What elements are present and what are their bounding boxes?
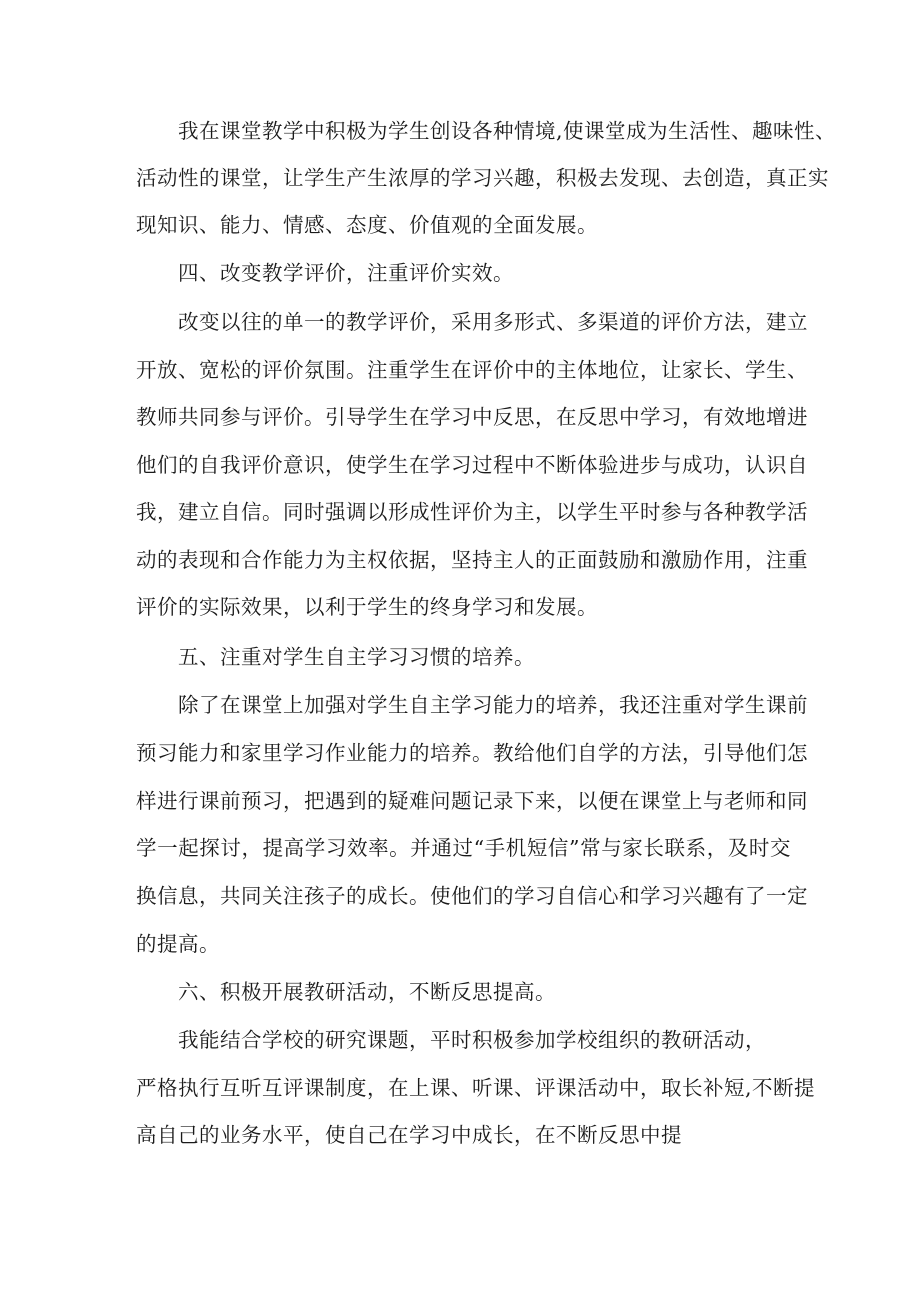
paragraph-line: 现知识、能力、情感、态度、价值观的全面发展。 [136, 213, 598, 237]
paragraph-line: 开放、宽松的评价氛围。注重学生在评价中的主体地位，让家长、学生、 [136, 358, 808, 382]
paragraph-line: 活动性的课堂，让学生产生浓厚的学习兴趣，积极去发现、去创造，真正实 [136, 166, 829, 190]
paragraph-line: 严格执行互听互评课制度，在上课、听课、评课活动中，取长补短,不断提 [136, 1076, 816, 1100]
paragraph-line: 高自己的业务水平，使自己在学习中成长，在不断反思中提 [136, 1123, 682, 1147]
paragraph-line: 我在课堂教学中积极为学生创设各种情境,使课堂成为生活性、趣味性、 [178, 119, 837, 143]
section-heading-5: 五、注重对学生自主学习习惯的培养。 [178, 645, 535, 669]
paragraph-line: 除了在课堂上加强对学生自主学习能力的培养，我还注重对学生课前 [178, 693, 808, 717]
paragraph-line: 他们的自我评价意识，使学生在学习过程中不断体验进步与成功，认识自 [136, 453, 808, 477]
paragraph-line: 学一起探讨，提高学习效率。并通过“手机短信”常与家长联系，及时交 [136, 836, 791, 860]
paragraph-line: 预习能力和家里学习作业能力的培养。教给他们自学的方法，引导他们怎 [136, 741, 808, 765]
section-heading-4: 四、改变教学评价，注重评价实效。 [178, 261, 514, 285]
paragraph-line: 的提高。 [136, 932, 220, 956]
paragraph-line: 我能结合学校的研究课题，平时积极参加学校组织的教研活动， [178, 1028, 766, 1052]
paragraph-line: 动的表现和合作能力为主权依据，坚持主人的正面鼓励和激励作用，注重 [136, 548, 808, 572]
paragraph-line: 教师共同参与评价。引导学生在学习中反思，在反思中学习，有效地增进 [136, 405, 808, 429]
paragraph-line: 样进行课前预习，把遇到的疑难问题记录下来，以便在课堂上与老师和同 [136, 789, 808, 813]
paragraph-line: 评价的实际效果，以利于学生的终身学习和发展。 [136, 595, 598, 619]
paragraph-line: 换信息，共同关注孩子的成长。使他们的学习自信心和学习兴趣有了一定 [136, 884, 808, 908]
paragraph-line: 改变以往的单一的教学评价，采用多形式、多渠道的评价方法，建立 [178, 310, 808, 334]
paragraph-line: 我，建立自信。同时强调以形成性评价为主，以学生平时参与各种教学活 [136, 500, 808, 524]
section-heading-6: 六、积极开展教研活动，不断反思提高。 [178, 980, 556, 1004]
